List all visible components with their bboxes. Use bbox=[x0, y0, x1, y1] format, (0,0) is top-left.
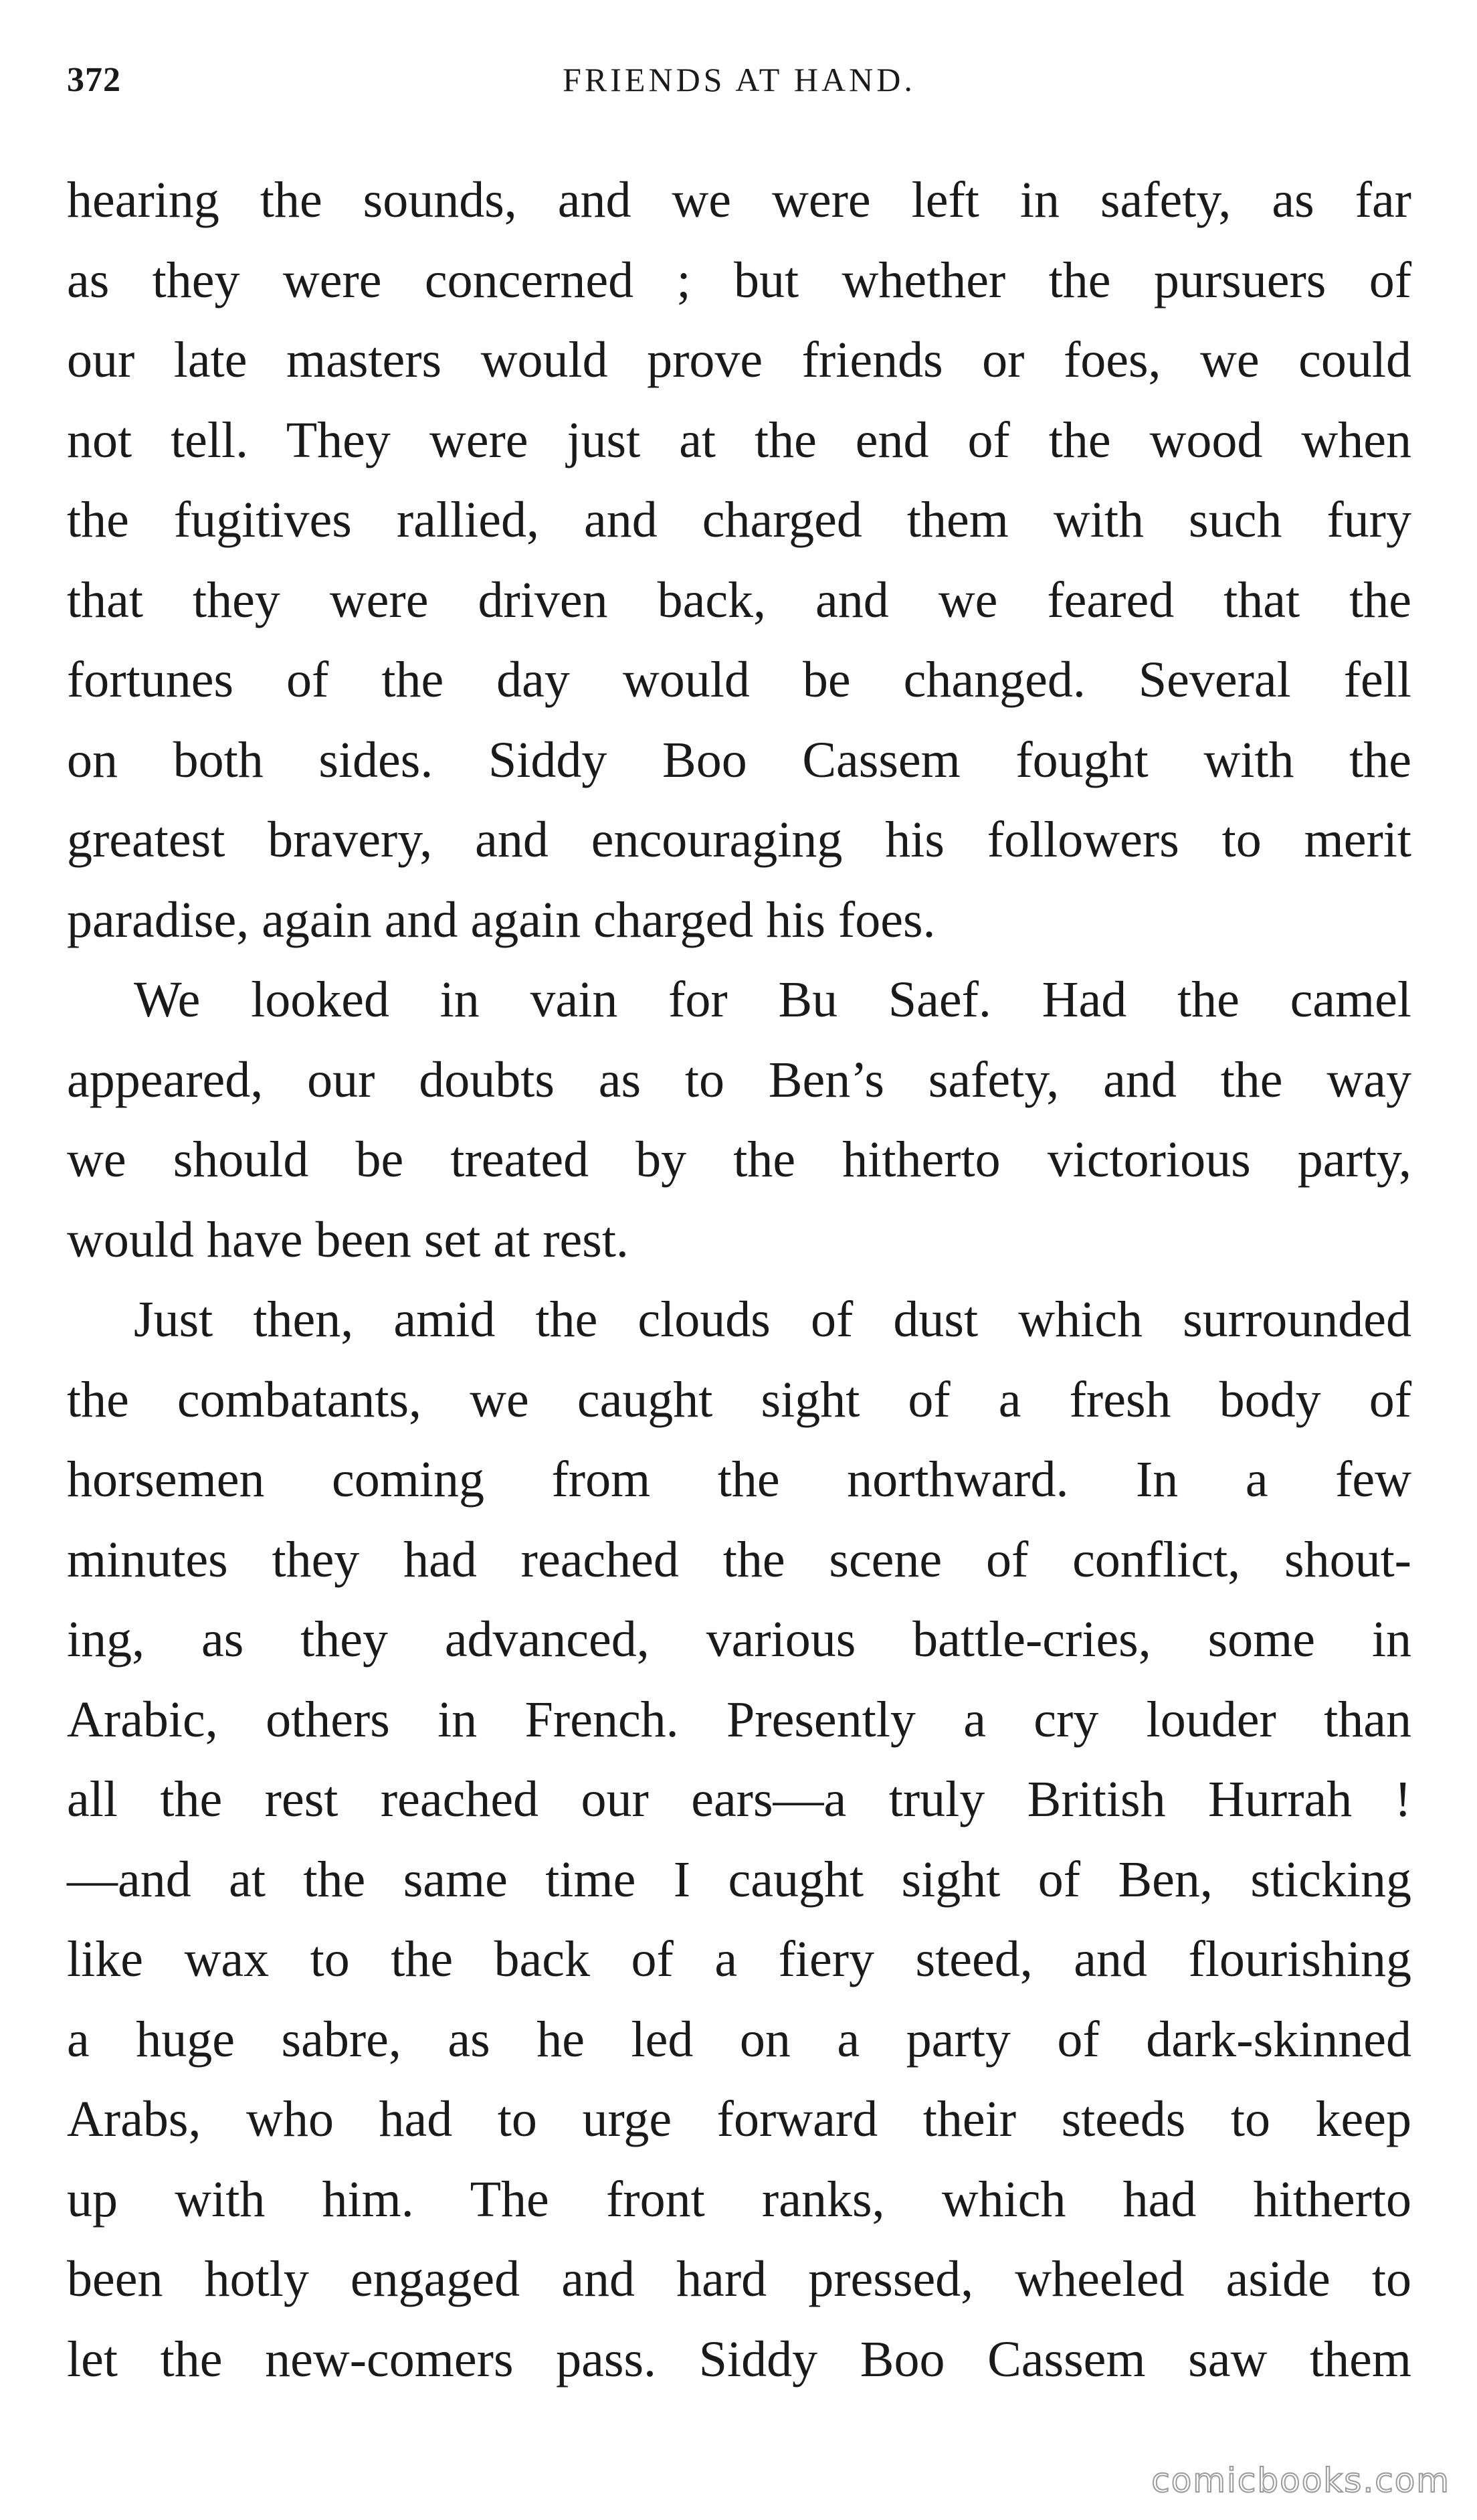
text-line: let the new-comers pass. Siddy Boo Cassem saw them bbox=[67, 2331, 1411, 2388]
watermark: comicbooks.com bbox=[1151, 2461, 1450, 2500]
text-line: not tell. They were just at the end of the wood when bbox=[67, 412, 1411, 468]
page-number: 372 bbox=[67, 61, 121, 99]
text-line: horsemen coming from the northward. In a few bbox=[67, 1451, 1411, 1508]
text-line: we should be treated by the hitherto victorious party, bbox=[67, 1132, 1411, 1188]
text-line: ing, as they advanced, various battle-cries, some in bbox=[67, 1611, 1411, 1668]
text-line: appeared, our doubts as to Ben’s safety, and the way bbox=[67, 1051, 1411, 1108]
text-line: that they were driven back, and we feared that the bbox=[67, 571, 1411, 628]
text-line: as they were concerned ; but whether the pursuers of bbox=[67, 252, 1411, 308]
text-line: a huge sabre, as he led on a party of dark-skinned bbox=[67, 2011, 1411, 2068]
text-line: up with him. The front ranks, which had hitherto bbox=[67, 2171, 1411, 2228]
text-line: the fugitives rallied, and charged them with such fury bbox=[67, 492, 1411, 548]
chapter-title: FRIENDS AT HAND. bbox=[563, 61, 916, 98]
running-head bbox=[67, 60, 1411, 114]
text-line: fortunes of the day would be changed. Several fell bbox=[67, 652, 1411, 708]
text-line: hearing the sounds, and we were left in safety, as far bbox=[67, 172, 1411, 228]
body-text bbox=[67, 161, 1411, 2400]
text-line: —and at the same time I caught sight of Ben, sticking bbox=[67, 1851, 1411, 1908]
text-line: like wax to the back of a fiery steed, and flourishing bbox=[67, 1931, 1411, 1987]
text-line: Arabs, who had to urge forward their steeds to keep bbox=[67, 2091, 1411, 2147]
text-line: the combatants, we caught sight of a fresh body of bbox=[67, 1371, 1411, 1428]
text-line: greatest bravery, and encouraging his followers to merit bbox=[67, 812, 1411, 868]
text-line: Arabic, others in French. Presently a cry louder than bbox=[67, 1691, 1411, 1748]
text-line: Just then, amid the clouds of dust which surrounded bbox=[134, 1291, 1411, 1348]
text-line: minutes they had reached the scene of conflict, shout- bbox=[67, 1531, 1411, 1588]
text-line: on both sides. Siddy Boo Cassem fought with the bbox=[67, 731, 1411, 788]
text-line: We looked in vain for Bu Saef. Had the camel bbox=[134, 972, 1411, 1028]
text-line: would have been set at rest. bbox=[67, 1211, 629, 1268]
text-line: been hotly engaged and hard pressed, wheeled aside to bbox=[67, 2251, 1411, 2307]
text-line: our late masters would prove friends or foes, we could bbox=[67, 332, 1411, 388]
text-line: paradise, again and again charged his foes. bbox=[67, 891, 936, 948]
text-line: all the rest reached our ears—a truly British Hurrah ! bbox=[67, 1771, 1411, 1827]
